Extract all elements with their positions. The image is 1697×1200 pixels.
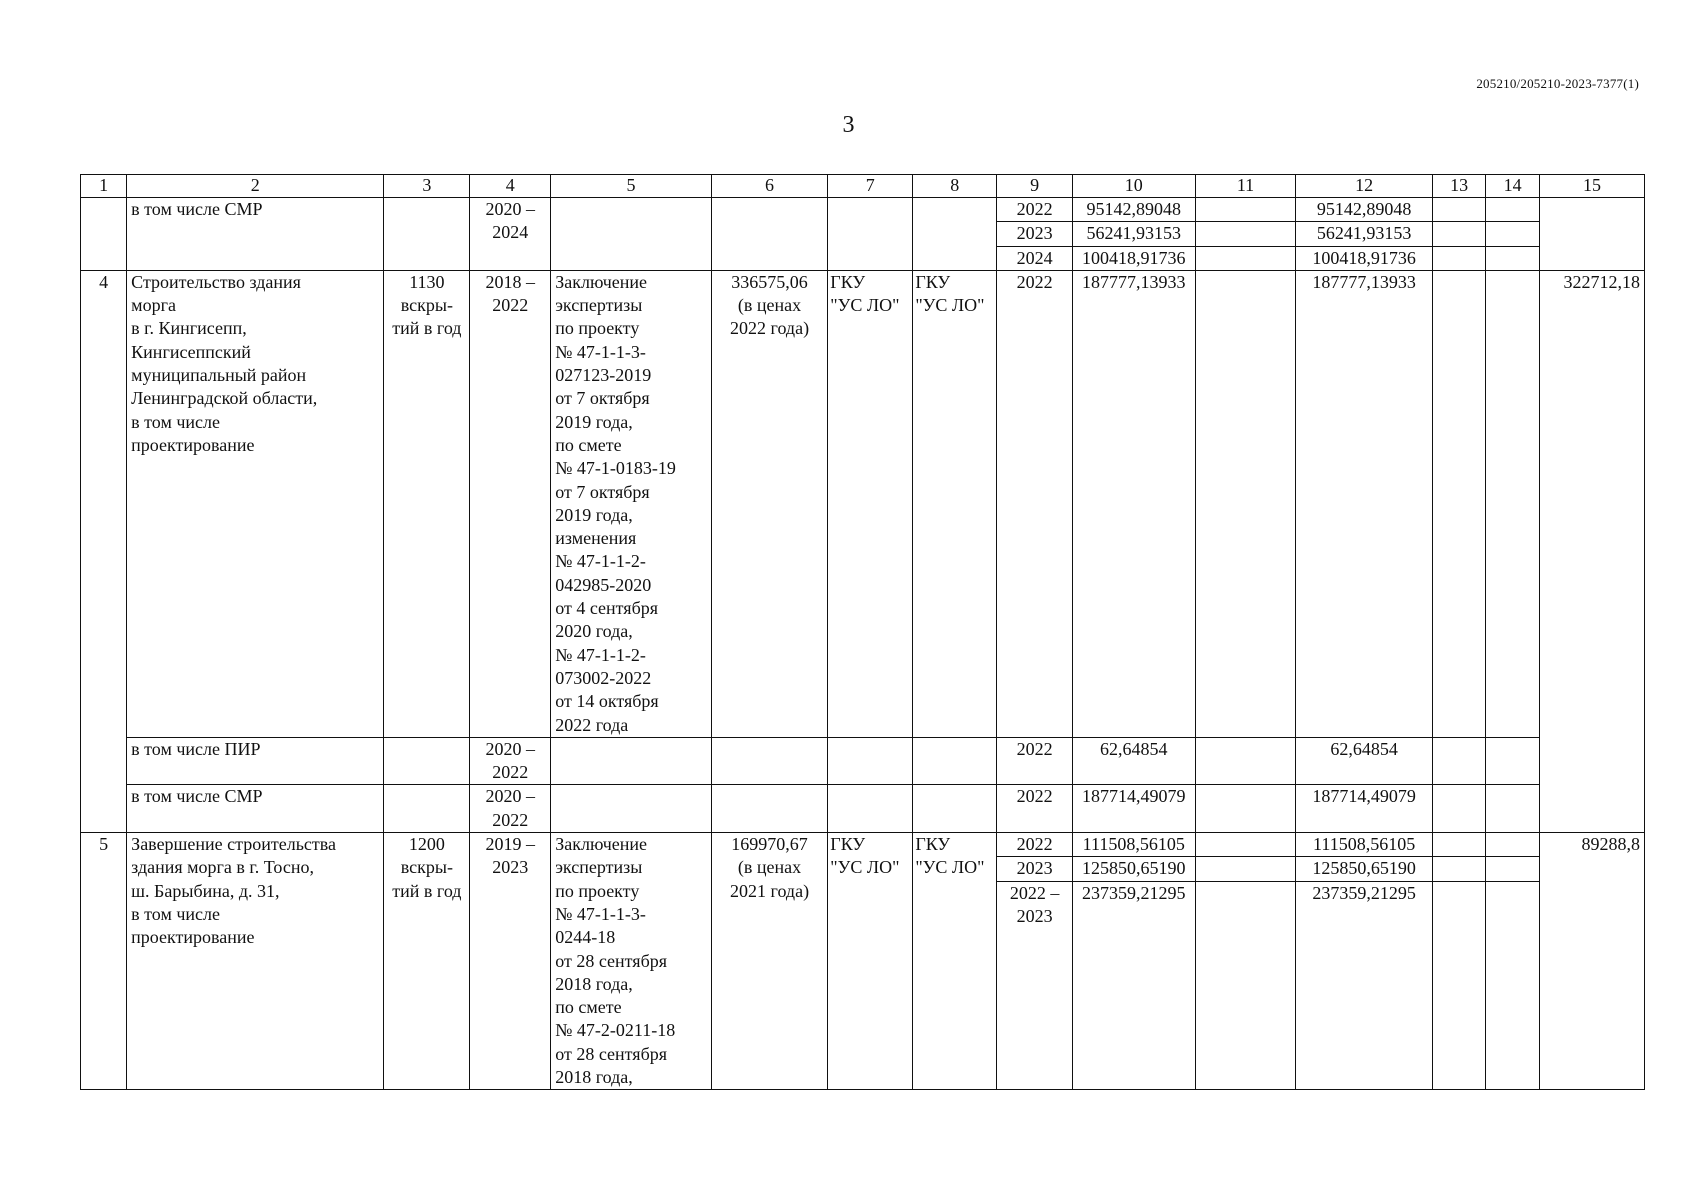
column-number: 1 [81, 175, 127, 198]
cell-empty [1432, 270, 1486, 737]
period-line: 2020 – [485, 738, 536, 759]
cell-amount: 187714,49079 [1296, 785, 1432, 833]
doc-line: № 47-1-0183-19 [555, 458, 676, 479]
cell-amount: 111508,56105 [1072, 833, 1195, 857]
capacity-line: 1130 [409, 271, 445, 292]
cell-empty [1486, 881, 1540, 1090]
cell-year: 2024 [997, 246, 1073, 270]
column-number: 14 [1486, 175, 1540, 198]
cell-empty [913, 198, 997, 271]
doc-line: от 7 октября [555, 481, 650, 502]
name-line: в г. Кингисепп, [131, 318, 247, 339]
cost-line: (в ценах [737, 857, 802, 878]
cell-year: 2022 [997, 737, 1073, 785]
cell-empty [1486, 785, 1540, 833]
capacity-line: вскры- [400, 295, 453, 316]
customer-line: ГКУ [830, 271, 866, 292]
cell-customer [828, 270, 913, 737]
cost-line: 2022 года) [730, 318, 810, 339]
doc-line: по смете [555, 434, 622, 455]
column-number: 11 [1195, 175, 1296, 198]
cell-empty [828, 737, 913, 785]
cell-amount: 187777,13933 [1296, 270, 1432, 737]
cell-num-empty [81, 198, 127, 271]
doc-line: 0244-18 [555, 927, 616, 948]
name-line: Ленинградской области, [131, 388, 318, 409]
cell-empty [1195, 833, 1296, 857]
developer-line: ГКУ [915, 834, 951, 855]
period-line: 2023 [492, 857, 529, 878]
cell-empty [384, 737, 470, 785]
cell-capacity [384, 833, 470, 1090]
cell-col15: 89288,8 [1539, 833, 1644, 1090]
table-row [81, 833, 1645, 857]
name-line: проектирование [131, 434, 255, 455]
name-line: Завершение строительства [131, 834, 337, 855]
doc-line: Заключение [555, 271, 647, 292]
cost-line: 2021 года) [730, 880, 810, 901]
cell-amount: 95142,89048 [1072, 198, 1195, 222]
document-id: 205210/205210-2023-7377(1) [1476, 76, 1639, 91]
cell-amount: 95142,89048 [1296, 198, 1432, 222]
cell-developer [913, 833, 997, 1090]
cell-empty [1195, 222, 1296, 246]
doc-line: от 28 сентября [555, 950, 668, 971]
cell-row-number: 5 [81, 833, 127, 1090]
cell-empty [1486, 270, 1540, 737]
cell-empty [1195, 785, 1296, 833]
capacity-line: тий в год [392, 318, 462, 339]
doc-line: Заключение [555, 834, 647, 855]
capacity-line: 1200 [408, 834, 445, 855]
cell-name [127, 270, 384, 737]
cell-empty [913, 737, 997, 785]
column-number: 13 [1432, 175, 1486, 198]
cell-name [127, 833, 384, 1090]
doc-line: № 47-1-1-3- [555, 341, 646, 362]
period-line: 2022 [492, 295, 529, 316]
developer-line: ГКУ [915, 271, 951, 292]
doc-line: экспертизы [555, 857, 643, 878]
cell-empty [711, 785, 828, 833]
cell-amount: 62,64854 [1296, 737, 1432, 785]
cell-empty [1432, 737, 1486, 785]
cell-empty [1486, 737, 1540, 785]
period-line: 2024 [492, 222, 529, 243]
cell-customer [828, 833, 913, 1090]
column-number: 15 [1539, 175, 1644, 198]
table-row [81, 270, 1645, 737]
cell-empty [1486, 833, 1540, 857]
name-line: ш. Барыбина, д. 31, [131, 880, 280, 901]
column-number: 10 [1072, 175, 1195, 198]
cell-empty [1539, 198, 1644, 271]
cell-empty [551, 785, 712, 833]
cell-period [470, 198, 551, 271]
cell-col15: 322712,18 [1539, 270, 1644, 832]
cell-amount: 100418,91736 [1296, 246, 1432, 270]
cell-empty [711, 737, 828, 785]
column-number: 9 [997, 175, 1073, 198]
customer-line: "УС ЛО" [830, 295, 900, 316]
developer-line: "УС ЛО" [915, 295, 985, 316]
customer-line: "УС ЛО" [830, 857, 900, 878]
cell-name: в том числе СМР [127, 198, 384, 271]
cell-empty [1486, 222, 1540, 246]
column-number: 2 [127, 175, 384, 198]
period-line: 2022 [492, 809, 529, 830]
cell-amount: 62,64854 [1072, 737, 1195, 785]
doc-line: № 47-1-1-2- [555, 644, 646, 665]
name-line: Кингисеппский [131, 341, 251, 362]
cell-empty [1195, 198, 1296, 222]
cell-empty [551, 737, 712, 785]
cell-empty [1195, 881, 1296, 1090]
cell-period [470, 737, 551, 785]
doc-line: экспертизы [555, 295, 643, 316]
column-number: 5 [551, 175, 712, 198]
doc-line: от 7 октября [555, 388, 650, 409]
doc-line: по проекту [555, 880, 640, 901]
doc-line: от 14 октября [555, 691, 659, 712]
name-line: проектирование [131, 927, 255, 948]
column-number: 4 [470, 175, 551, 198]
doc-line: 2019 года, [555, 411, 633, 432]
cell-empty [1195, 270, 1296, 737]
cell-empty [1195, 857, 1296, 881]
cell-capacity [384, 270, 470, 737]
cell-amount: 187777,13933 [1072, 270, 1195, 737]
doc-line: 2018 года, [555, 1066, 633, 1087]
cell-empty [913, 785, 997, 833]
cell-empty [384, 785, 470, 833]
doc-line: 2020 года, [555, 621, 633, 642]
column-number-row [81, 175, 1645, 198]
name-line: в том числе [131, 903, 220, 924]
name-line: морга [131, 295, 176, 316]
column-number: 3 [384, 175, 470, 198]
cell-period [470, 270, 551, 737]
cell-year: 2022 [997, 833, 1073, 857]
cell-expertise [551, 833, 712, 1090]
cell-empty [1432, 222, 1486, 246]
doc-line: от 28 сентября [555, 1043, 668, 1064]
data-table [80, 174, 1645, 1090]
cell-empty [384, 198, 470, 271]
cell-year [997, 881, 1073, 1090]
doc-line: № 47-2-0211-18 [555, 1020, 676, 1041]
cost-line: (в ценах [737, 295, 802, 316]
doc-line: по проекту [555, 318, 640, 339]
period-line: 2020 – [485, 786, 536, 807]
cell-empty [1486, 246, 1540, 270]
doc-line: 073002-2022 [555, 667, 652, 688]
name-line: Строительство здания [131, 271, 301, 292]
cell-year: 2023 [997, 857, 1073, 881]
doc-line: 042985-2020 [555, 574, 652, 595]
cell-row-number: 4 [81, 270, 127, 832]
cell-year: 2022 [997, 785, 1073, 833]
cell-empty [1486, 198, 1540, 222]
cell-developer [913, 270, 997, 737]
doc-line: 2022 года [555, 714, 629, 735]
doc-line: 2018 года, [555, 973, 633, 994]
doc-line: от 4 сентября [555, 598, 659, 619]
cost-line: 336575,06 [731, 271, 808, 292]
cell-empty [1432, 881, 1486, 1090]
cell-amount: 237359,21295 [1296, 881, 1432, 1090]
cell-empty [1195, 737, 1296, 785]
customer-line: ГКУ [830, 834, 866, 855]
cell-expertise [551, 270, 712, 737]
cell-period [470, 833, 551, 1090]
developer-line: "УС ЛО" [915, 857, 985, 878]
table-row [81, 737, 1645, 785]
capacity-line: тий в год [392, 880, 462, 901]
name-line: муниципальный район [131, 365, 307, 386]
cell-empty [551, 198, 712, 271]
doc-line: изменения [555, 528, 637, 549]
cell-amount: 187714,49079 [1072, 785, 1195, 833]
cell-empty [1432, 198, 1486, 222]
cell-amount: 111508,56105 [1296, 833, 1432, 857]
cell-empty [1195, 246, 1296, 270]
cell-year: 2022 [997, 270, 1073, 737]
table-row [81, 785, 1645, 833]
cell-year: 2022 [997, 198, 1073, 222]
cell-name: в том числе СМР [127, 785, 384, 833]
cell-amount: 125850,65190 [1296, 857, 1432, 881]
cell-empty [1432, 857, 1486, 881]
doc-line: 027123-2019 [555, 365, 652, 386]
cell-period [470, 785, 551, 833]
doc-line: 2019 года, [555, 504, 633, 525]
cell-empty [828, 198, 913, 271]
period-line: 2022 [492, 762, 529, 783]
column-number: 8 [913, 175, 997, 198]
cell-empty [1486, 857, 1540, 881]
cell-empty [1432, 246, 1486, 270]
cell-cost [711, 833, 828, 1090]
cell-name: в том числе ПИР [127, 737, 384, 785]
cell-empty [828, 785, 913, 833]
cell-amount: 100418,91736 [1072, 246, 1195, 270]
period-line: 2020 – [485, 199, 536, 219]
doc-line: по смете [555, 997, 622, 1018]
doc-line: № 47-1-1-2- [555, 551, 646, 572]
cell-year: 2023 [997, 222, 1073, 246]
name-line: здания морга в г. Тосно, [131, 857, 314, 878]
cost-line: 169970,67 [731, 834, 808, 855]
capacity-line: вскры- [400, 857, 453, 878]
year-line: 2023 [1016, 905, 1053, 926]
cell-amount: 56241,93153 [1072, 222, 1195, 246]
doc-line: № 47-1-1-3- [555, 903, 646, 924]
cell-amount: 125850,65190 [1072, 857, 1195, 881]
cell-amount: 56241,93153 [1296, 222, 1432, 246]
name-line: в том числе [131, 411, 220, 432]
column-number: 7 [828, 175, 913, 198]
cell-empty [1432, 833, 1486, 857]
cell-cost [711, 270, 828, 737]
cell-empty [711, 198, 828, 271]
cell-empty [1432, 785, 1486, 833]
period-line: 2018 – [485, 271, 536, 292]
year-line: 2022 – [1009, 882, 1060, 903]
column-number: 6 [711, 175, 828, 198]
period-line: 2019 – [485, 834, 536, 855]
cell-amount: 237359,21295 [1072, 881, 1195, 1090]
column-number: 12 [1296, 175, 1432, 198]
table-row [81, 198, 1645, 222]
page-number: 3 [842, 112, 855, 138]
